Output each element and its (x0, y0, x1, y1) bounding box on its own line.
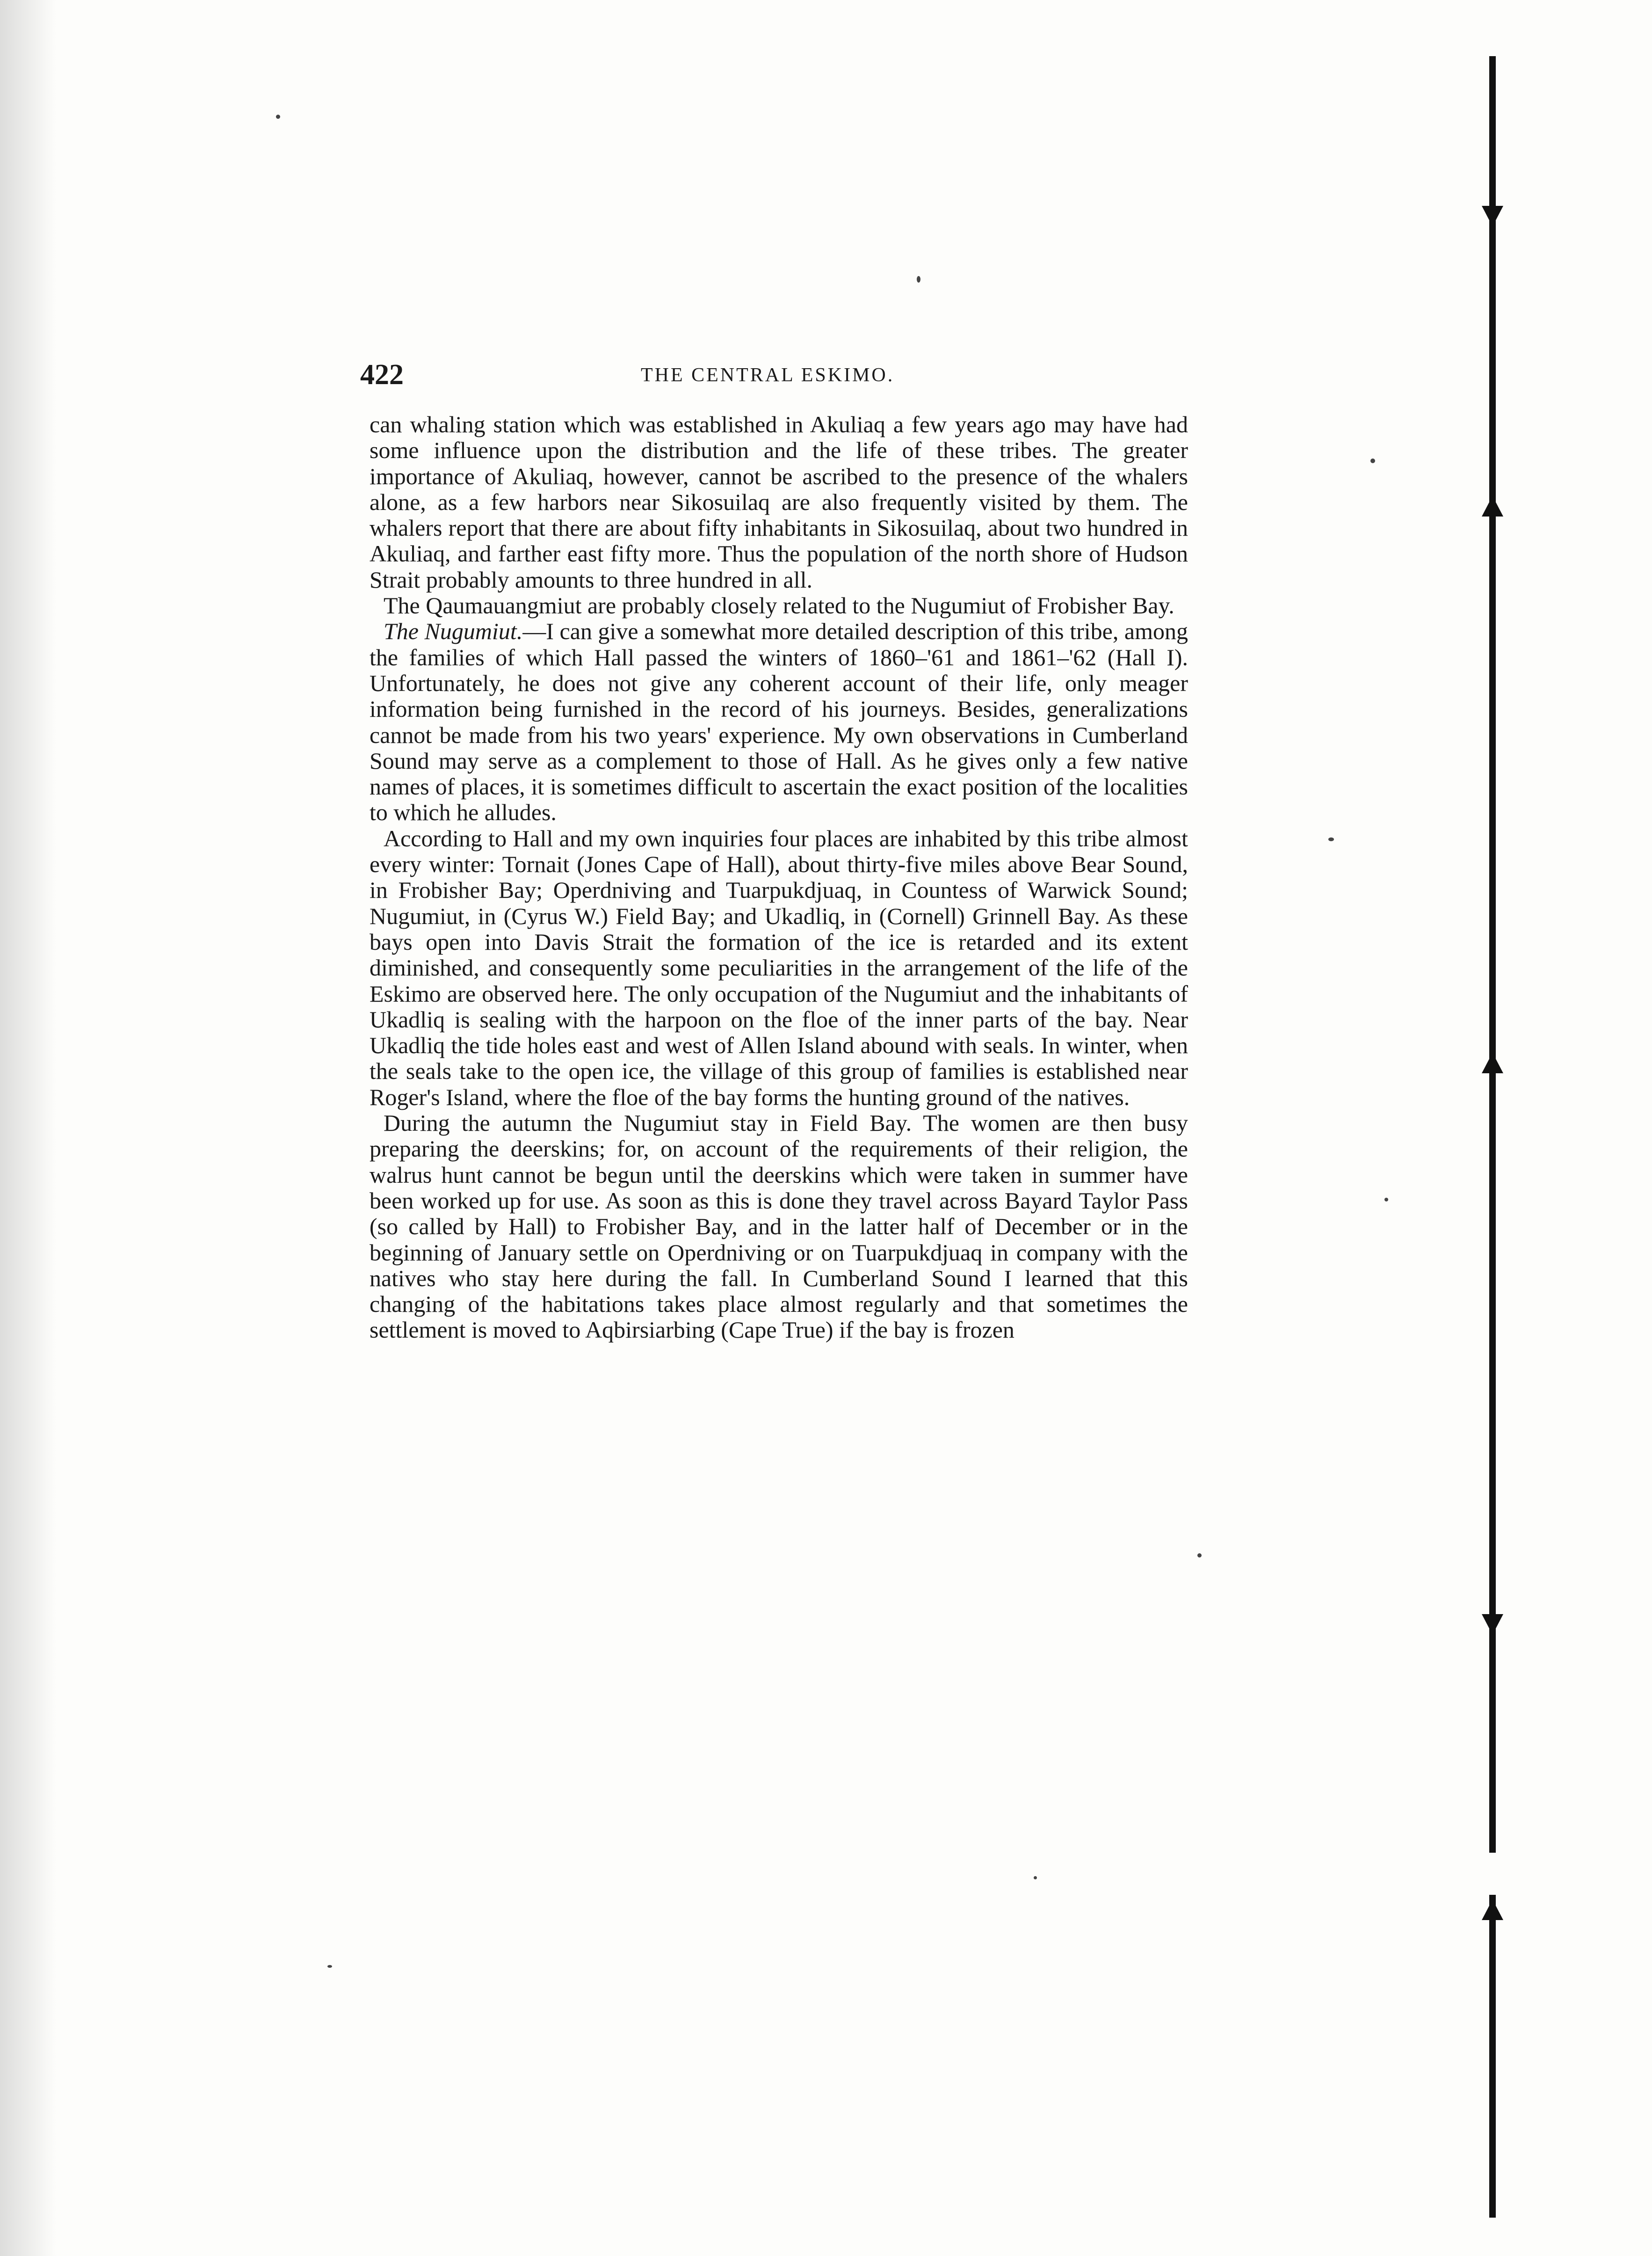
paragraph-1: can whaling station which was established in Akuliaq a few years ago may have had some influence upon the distribution and the life of these tribes. The greater importance of Akuliaq, however, cannot be ascribed to the presence of the whalers alone, as a few harbors near Sikosuilaq are also frequently visited by them. The whalers report that there are about fifty inhabitants in Sikosuilaq, about two hundred in Akuliaq, and farther east fifty more. Thus the population of the north shore of Hudson Strait probably amounts to three hundred in all. (370, 411, 1188, 593)
arrow-down-icon (1482, 1614, 1503, 1635)
paragraph-5: During the autumn the Nugumiut stay in Field Bay. The women are then busy preparing the deerskins; for, on account of the requirements of their religion, the walrus hunt cannot be begun until the deerskins which were taken in summer have been worked up for use. As soon as this is done they travel across Bayard Taylor Pass (so called by Hall) to Frobisher Bay, and in the latter half of December or in the beginning of January settle on Operdniving or on Tuarpukdjuaq in company with the natives who stay here during the fall. In Cumberland Sound I learned that this changing of the habitations takes place almost regularly and that sometimes the settlement is moved to Aqbirsiarbing (Cape True) if the bay is frozen (370, 1110, 1188, 1343)
page-number: 422 (360, 359, 404, 391)
scan-speck (1384, 1198, 1388, 1201)
arrow-up-icon (1482, 1053, 1503, 1073)
scan-speck (1328, 837, 1334, 841)
scan-speck (1197, 1553, 1202, 1557)
paragraph-3-text: —I can give a somewhat more detailed description of this tribe, among the families of which Hall passed the winters of 1860–'61 and 1861–'62 (Hall I). Unfortunately, he does not give any coherent account of their life, only meager information being furnished in the record of his journeys. Besides, generalizations cannot be made from his two years' experience. My own observations in Cumberland Sound may serve as a complement to those of Hall. As he gives only a few native names of places, it is sometimes difficult to ascertain the exact position of the localities to which he alludes. (370, 618, 1188, 826)
arrow-up-icon (1482, 496, 1503, 517)
section-heading-nugumiut: The Nugumiut. (384, 618, 523, 645)
scan-speck (1370, 458, 1375, 463)
page-header (360, 358, 1188, 396)
paragraph-4: According to Hall and my own inquiries four places are inhabited by this tribe almost every winter: Tornait (Jones Cape of Hall), about thirty-five miles above Bear Sound, in Frobisher Bay; Operdniving and Tuarpukdjuaq, in Countess of Warwick Sound; Nugumiut, in (Cyrus W.) Field Bay; and Ukadliq, in (Cornell) Grinnell Bay. As these bays open into Davis Strait the formation of the ice is retarded and its extent diminished, and consequently some peculiarities in the arrangement of the life of the Eskimo are observed here. The only occupation of the Nugumiut and the inhabitants of Ukadliq is sealing with the harpoon on the floe of the inner parts of the bay. Near Ukadliq the tide holes east and west of Allen Island abound with seals. In winter, when the seals take to the open ice, the village of this group of families is established near Roger's Island, where the floe of the bay forms the hunting ground of the natives. (370, 825, 1188, 1110)
scan-speck (327, 1965, 332, 1968)
binding-shadow (0, 0, 56, 2256)
body-text (370, 412, 1188, 1343)
scan-speck (1034, 1876, 1037, 1879)
scan-speck (917, 276, 920, 283)
margin-rule (1489, 56, 1496, 823)
margin-rule-middle (1489, 823, 1496, 1853)
arrow-up-icon (1482, 1899, 1503, 1920)
margin-rule-bottom (1489, 1895, 1496, 2218)
paragraph-2: The Qaumauangmiut are probably closely related to the Nugumiut of Frobisher Bay. (384, 592, 1174, 619)
scan-speck (276, 115, 280, 119)
arrow-down-icon (1482, 206, 1503, 226)
running-title: THE CENTRAL ESKIMO. (641, 364, 895, 386)
paragraph-3 (370, 619, 1188, 825)
